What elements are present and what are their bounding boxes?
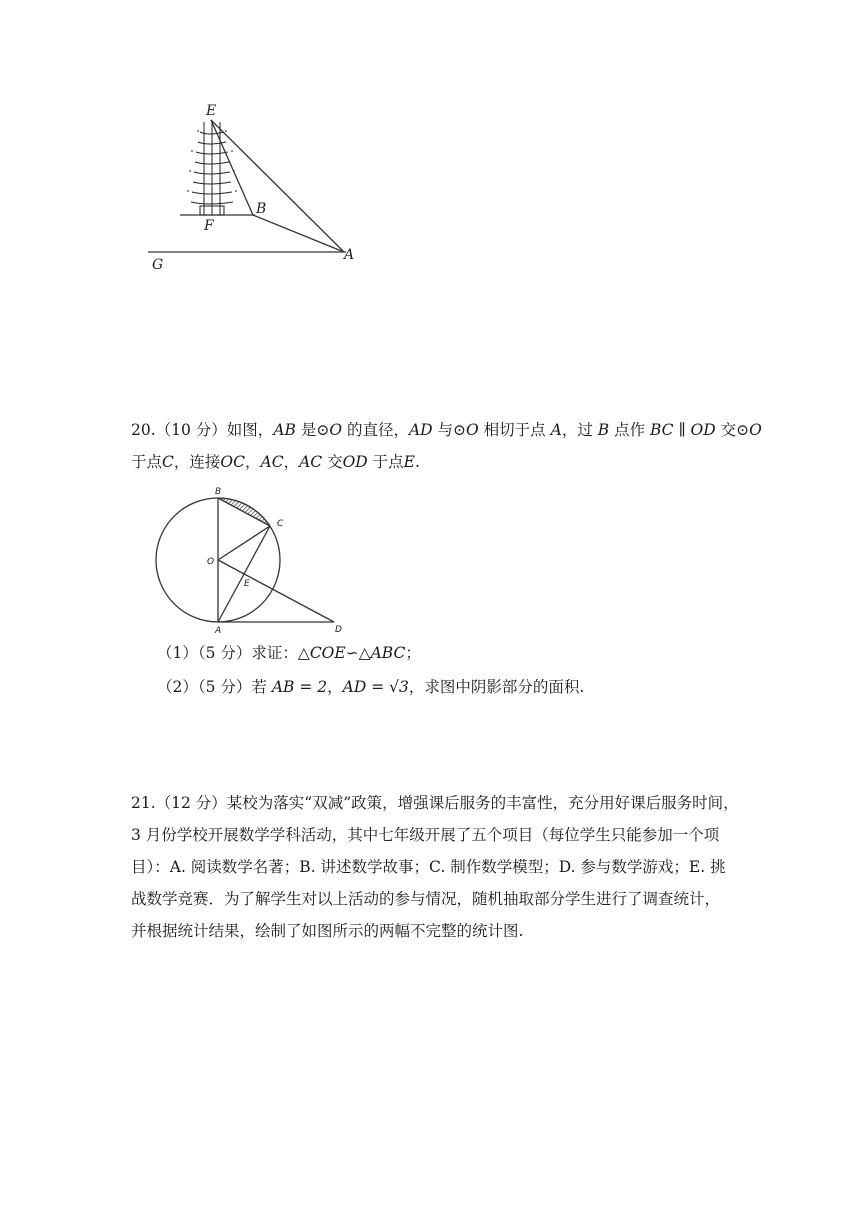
segment-EA	[211, 120, 344, 252]
q21-line-2: 3 月份学校开展数学学科活动，其中七年级开展了五个项目（每位学生只能参加一个项	[131, 826, 720, 844]
label-F: F	[204, 218, 214, 234]
q21-line-5: 并根据统计结果，绘制了如图所示的两幅不完整的统计图.	[131, 922, 524, 940]
q20-line-2	[131, 452, 420, 472]
label-O: O	[207, 557, 215, 567]
q20-text: 交	[322, 453, 343, 471]
part2-text: ，	[327, 678, 343, 696]
label-B: B	[256, 201, 267, 217]
math-similar-triangles: △COE∽△ABC	[297, 644, 406, 662]
math-AB-equals-2: AB = 2	[271, 678, 328, 696]
q20-text: 交	[715, 421, 737, 439]
pagoda-triangle-figure	[140, 96, 370, 276]
part1-suffix: ；	[405, 644, 421, 662]
q20-part-1	[157, 643, 421, 663]
math-A: A	[550, 421, 562, 439]
q21-line-1: 21.（12 分）某校为落实“双减”政策，增强课后服务的丰富性，充分用好课后服务时间，	[131, 794, 739, 812]
segment-OC	[218, 526, 270, 560]
q20-text: 于点	[367, 453, 404, 471]
q20-text: 是	[295, 421, 317, 439]
q20-text: .	[414, 453, 420, 471]
q20-text: （10 分）如图，	[155, 421, 274, 439]
q20-text: 于点	[131, 453, 163, 471]
label-E: E	[206, 103, 217, 119]
label-C: C	[277, 519, 284, 529]
part2-suffix: ，求图中阴影部分的面积.	[408, 678, 585, 696]
label-A: A	[215, 626, 222, 634]
label-G: G	[152, 257, 164, 273]
q20-text: ，连接	[173, 453, 221, 471]
q21-line-3: 目）：A. 阅读数学名著；B. 讲述数学故事；C. 制作数学模型；D. 参与数学游戏；E. 挑	[131, 858, 726, 876]
q20-text: 相切于点	[478, 421, 551, 439]
math-AD: AD	[408, 421, 433, 439]
q20-text: 点作	[609, 421, 650, 439]
math-AC: AC	[260, 453, 284, 471]
math-BC-parallel-OD: BC ∥ OD	[650, 421, 716, 439]
q20-text: 的直径，	[342, 421, 409, 439]
part1-prefix: （1）（5 分）求证：	[157, 644, 298, 662]
math-B: B	[597, 421, 610, 439]
math-AC: AC	[299, 453, 323, 471]
q20-part-2	[157, 677, 584, 697]
q20-number: 20.	[131, 421, 156, 439]
math-C: C	[162, 453, 174, 471]
part2-prefix: （2）（5 分）若	[157, 678, 272, 696]
label-D: D	[335, 625, 342, 634]
segment-EB	[211, 120, 253, 215]
segment-BA	[253, 215, 344, 252]
math-AD-equals-sqrt3: AD = √3	[342, 678, 409, 696]
math-OD: OD	[342, 453, 368, 471]
label-B: B	[215, 487, 222, 497]
segment-BC	[218, 498, 270, 526]
q20-text: ，过	[561, 421, 598, 439]
q20-text: 与	[432, 421, 454, 439]
q20-line-1	[131, 420, 762, 440]
pagoda-drawing	[188, 122, 236, 215]
math-circle-O: ⊙O	[316, 421, 343, 439]
q21-line-4: 战数学竞赛．为了解学生对以上活动的参与情况，随机抽取部分学生进行了调查统计，	[131, 890, 721, 908]
math-circle-O: ⊙O	[453, 421, 479, 439]
math-circle-O: ⊙O	[736, 421, 762, 439]
q20-text: ，	[244, 453, 261, 471]
label-E: E	[244, 579, 250, 589]
math-AB: AB	[273, 421, 296, 439]
q20-text: ，	[283, 453, 300, 471]
circle-geometry-figure	[150, 484, 350, 634]
math-E: E	[403, 453, 415, 471]
math-OC: OC	[220, 453, 245, 471]
label-A: A	[344, 247, 355, 263]
